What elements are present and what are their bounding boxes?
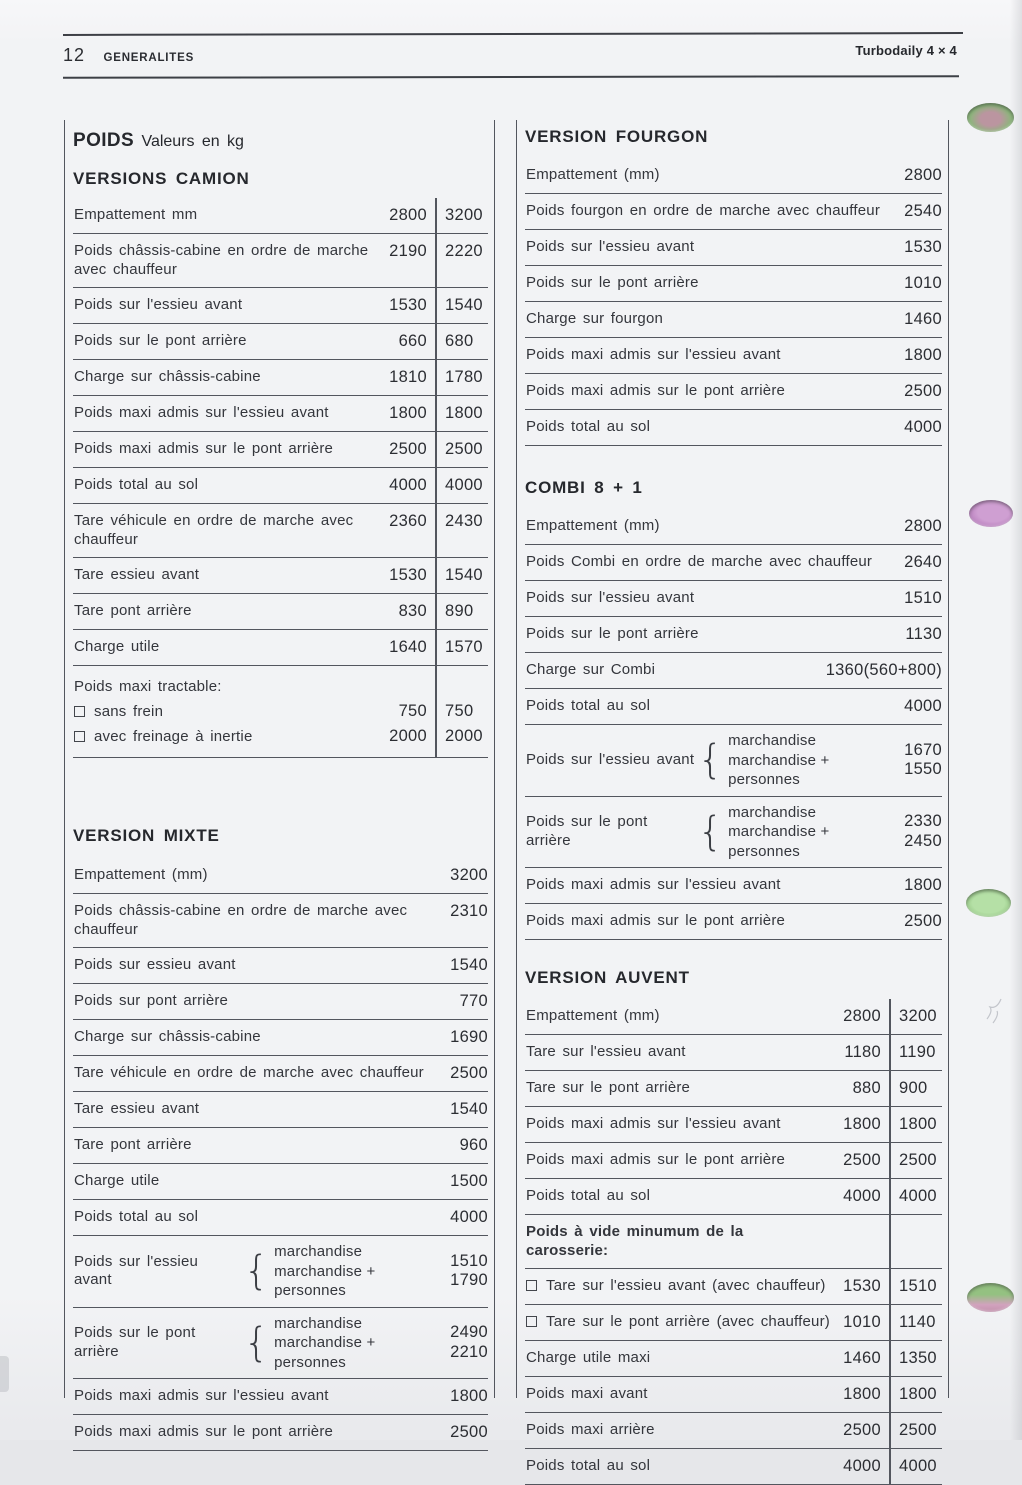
table-combi [525, 509, 942, 940]
brace-values [904, 741, 942, 780]
row-value: 1510 [899, 1277, 937, 1295]
row-value: 3200 [450, 866, 488, 884]
brace-values [904, 812, 942, 851]
row-value: 2310 [450, 902, 488, 920]
table-row [525, 1269, 942, 1305]
table-row [525, 194, 942, 230]
row-label: sans frein [74, 699, 377, 724]
row-value: 2210 [450, 1342, 488, 1361]
row-label: Charge sur fourgon [526, 310, 664, 327]
table-row [525, 1341, 942, 1377]
row-value: 1530 [389, 296, 427, 314]
table-row [73, 1308, 488, 1380]
table-row [525, 374, 942, 410]
table-row [73, 1128, 488, 1164]
row-value: 1510 [450, 1251, 488, 1270]
row-label: Poids maxi admis sur l'essieu avant [526, 876, 781, 893]
table-heading-mixte: VERSION MIXTE [73, 826, 220, 845]
row-value: 1180 [844, 1043, 881, 1061]
row-label: Poids maxi admis sur le pont arrière [74, 440, 334, 457]
title-word: POIDS [73, 130, 135, 151]
brace-lines [728, 803, 904, 862]
row-value: 1360(560+800) [825, 661, 942, 679]
brace-item-label: marchandise [274, 1314, 363, 1332]
row-value: 1460 [843, 1349, 881, 1367]
row-label: Tare véhicule en ordre de marche avec chauffeur [74, 1064, 424, 1081]
row-value: 680 [445, 332, 474, 350]
table-row [73, 984, 488, 1020]
row-label: Poids fourgon en ordre de marche avec chauffeur [526, 202, 881, 219]
checkbox-icon [74, 731, 85, 742]
value-column [377, 674, 437, 749]
table-heading-camion: VERSIONS CAMION [73, 169, 250, 188]
table-row [525, 1179, 942, 1215]
checkbox-icon [526, 1280, 537, 1291]
row-label: Poids châssis-cabine en ordre de marche avec chauffeur [74, 242, 369, 278]
table-row [525, 545, 942, 581]
row-value: 2800 [389, 206, 427, 224]
row-value: 2500 [904, 912, 942, 930]
row-label: Poids à vide minumum de la carosserie: [526, 1223, 744, 1259]
table-row [525, 689, 942, 725]
row-value [377, 674, 427, 699]
checkbox-icon [526, 1316, 537, 1327]
brace-values [450, 1323, 488, 1362]
row-value: 2500 [450, 1423, 488, 1441]
page-title [73, 130, 488, 152]
table-row [525, 617, 942, 653]
brace-item-label: marchandise [274, 1243, 363, 1260]
row-value: 1550 [904, 760, 942, 779]
scan-smudge [0, 1356, 9, 1392]
brace-item-label: marchandise + personnes [274, 1262, 376, 1299]
brace-glyph: { [243, 1319, 270, 1366]
row-label: Poids maxi admis sur l'essieu avant [526, 346, 781, 363]
row-value: 4000 [843, 1457, 881, 1475]
table-row [73, 1236, 488, 1308]
table-row [525, 1305, 942, 1341]
table-row [73, 504, 488, 558]
row-label: Poids maxi tractable: [74, 678, 222, 695]
row-value: 2500 [445, 440, 483, 458]
table-heading-combi: COMBI 8 + 1 [525, 478, 643, 497]
row-value: 2500 [899, 1421, 937, 1439]
table-row [73, 396, 488, 432]
left-column [64, 120, 495, 1441]
row-label: Poids sur l'essieu avant [74, 296, 243, 313]
brace-glyph: { [697, 737, 724, 784]
row-label: Tare sur le pont arrière [526, 1079, 691, 1096]
row-label: avec freinage à inertie [74, 724, 377, 749]
row-value: 4000 [389, 476, 427, 494]
row-label: Poids sur pont arrière [74, 992, 229, 1009]
row-label: Poids maxi admis sur l'essieu avant [74, 1387, 329, 1404]
row-value: 4000 [899, 1457, 937, 1475]
row-value: 890 [445, 602, 474, 620]
row-value: 1800 [904, 346, 942, 364]
brace-item-label: marchandise + personnes [728, 751, 830, 788]
table-row [525, 1143, 942, 1179]
row-value: 2220 [445, 242, 483, 260]
brace-lines [728, 731, 904, 790]
table-row [73, 1379, 488, 1415]
brace-item-label: marchandise [728, 803, 817, 821]
row-value: 1540 [450, 1100, 488, 1118]
row-label: Poids maxi admis sur l'essieu avant [74, 404, 329, 421]
row-value: 2500 [899, 1151, 937, 1169]
table-row [73, 324, 488, 360]
table-row [525, 410, 942, 446]
row-value: 2800 [843, 1007, 881, 1025]
row-value: 1190 [899, 1043, 936, 1061]
row-value [445, 674, 488, 699]
table-heading-auvent: VERSION AUVENT [525, 968, 690, 987]
row-value: 1010 [843, 1313, 881, 1331]
table-row [73, 234, 488, 288]
brace-item-label: marchandise + personnes [274, 1334, 376, 1371]
row-label: Empattement (mm) [526, 1007, 660, 1024]
table-row [525, 999, 942, 1035]
row-label: Poids châssis-cabine en ordre de marche avec chauffeur [74, 902, 408, 938]
row-label: Poids maxi admis sur le pont arrière [74, 1423, 334, 1440]
row-value: 1800 [450, 1387, 488, 1405]
table-row [73, 288, 488, 324]
table-row [73, 1164, 488, 1200]
brace-lines [274, 1314, 450, 1373]
table-row [73, 1415, 488, 1451]
punch-hole [966, 889, 1011, 917]
row-value: 660 [398, 332, 427, 350]
table-row [73, 594, 488, 630]
row-value: 1530 [904, 238, 942, 256]
row-value: 1500 [450, 1172, 488, 1190]
row-label: Tare essieu avant [74, 1100, 200, 1117]
row-value: 1800 [843, 1385, 881, 1403]
table-row [73, 1056, 488, 1092]
punch-hole [967, 103, 1014, 132]
row-value: 1800 [904, 876, 942, 894]
row-value: 1460 [904, 310, 942, 328]
page-header [63, 45, 959, 66]
row-label: Charge utile [74, 638, 160, 655]
brace-lines [274, 1242, 450, 1301]
row-value: 1540 [450, 956, 488, 974]
row-label: Poids maxi admis sur le pont arrière [526, 1151, 786, 1168]
row-value: 1670 [904, 740, 942, 759]
brace-item-label: marchandise + personnes [728, 823, 830, 860]
row-label: Poids sur l'essieu avant [526, 751, 695, 768]
brace-glyph: { [243, 1248, 270, 1295]
row-value: 2190 [389, 242, 427, 260]
table-camion [73, 198, 488, 758]
page-number: 12 [63, 45, 86, 65]
table-row [73, 468, 488, 504]
pencil-mark [983, 985, 1013, 1027]
row-label: Charge sur châssis-cabine [74, 368, 261, 385]
row-value: 2800 [904, 517, 942, 535]
table-row [73, 1092, 488, 1128]
row-value: 1010 [904, 274, 942, 292]
row-label: Empattement (mm) [74, 866, 208, 883]
row-value: 2000 [389, 727, 427, 745]
row-value: 4000 [843, 1187, 881, 1205]
table-row [525, 725, 942, 797]
table-row [525, 1107, 942, 1143]
table-row [73, 1020, 488, 1056]
row-label: Tare sur l'essieu avant [526, 1043, 686, 1060]
row-value: 2500 [450, 1064, 488, 1082]
table-row [525, 509, 942, 545]
row-value: 1810 [389, 368, 427, 386]
table-row [73, 894, 488, 948]
row-label: Poids total au sol [526, 1457, 651, 1474]
value-column [437, 674, 488, 749]
punch-hole [969, 500, 1013, 527]
table-row [73, 360, 488, 396]
table-row [525, 1071, 942, 1107]
row-value: 960 [459, 1136, 488, 1154]
row-label: Poids sur essieu avant [74, 956, 236, 973]
row-value: 4000 [899, 1187, 937, 1205]
row-value: 4000 [904, 697, 942, 715]
table-row [73, 630, 488, 666]
row-value: 1800 [389, 404, 427, 422]
table-row [525, 797, 942, 869]
row-value: 1690 [450, 1028, 488, 1046]
row-value: 2800 [904, 166, 942, 184]
table-row [73, 558, 488, 594]
row-label: Empattement mm [74, 206, 198, 223]
row-value: 2450 [904, 831, 942, 850]
row-value: 1510 [904, 589, 942, 607]
row-label: Tare essieu avant [74, 566, 200, 583]
row-value: 770 [459, 992, 488, 1010]
row-value: 2500 [904, 382, 942, 400]
row-value: 4000 [445, 476, 483, 494]
row-value: 2330 [904, 812, 942, 831]
table-row [525, 1377, 942, 1413]
table-auvent [525, 999, 942, 1485]
row-label-group [73, 674, 377, 749]
row-value: 2640 [904, 553, 942, 571]
row-label: Poids sur l'essieu avant [526, 238, 695, 255]
table-row [525, 581, 942, 617]
row-label: Tare véhicule en ordre de marche avec chauffeur [74, 512, 354, 548]
table-row [525, 904, 942, 940]
row-value: 1800 [843, 1115, 881, 1133]
row-label: Poids Combi en ordre de marche avec chauffeur [526, 553, 873, 570]
row-value: 2360 [389, 512, 427, 530]
model-name: Turbodaily 4 × 4 [855, 43, 957, 58]
row-label: Tare pont arrière [74, 602, 192, 619]
brace-item-label: marchandise [728, 732, 817, 749]
row-value: 2540 [904, 202, 942, 220]
row-value: 1140 [899, 1313, 936, 1331]
row-label: Poids total au sol [526, 697, 651, 714]
table-row [73, 1200, 488, 1236]
table-row [525, 302, 942, 338]
right-column [516, 120, 949, 1475]
top-rule [63, 32, 963, 36]
row-value: 1790 [450, 1271, 488, 1290]
row-value: 1800 [445, 404, 483, 422]
row-label: Charge sur châssis-cabine [74, 1028, 261, 1045]
table-row [525, 1215, 942, 1269]
row-value: 2000 [445, 727, 483, 745]
row-value: 4000 [450, 1208, 488, 1226]
table-row [525, 1449, 942, 1485]
row-value: 1540 [445, 296, 483, 314]
row-value: 2490 [450, 1323, 488, 1342]
row-value: 1800 [899, 1385, 937, 1403]
row-label: Poids sur le pont arrière [526, 625, 699, 642]
row-value: 3200 [899, 1007, 937, 1025]
row-value: 2500 [389, 440, 427, 458]
row-value: 1130 [905, 625, 942, 643]
row-value: 830 [398, 602, 427, 620]
row-label: Tare pont arrière [74, 1136, 192, 1153]
table-row [525, 1413, 942, 1449]
row-value: 1640 [389, 638, 427, 656]
row-label: Poids maxi arrière [526, 1421, 655, 1438]
row-label: Poids sur l'essieu avant [74, 1252, 199, 1289]
table-row [525, 158, 942, 194]
row-value: 1540 [445, 566, 483, 584]
row-value: 750 [445, 702, 474, 720]
row-value: 1780 [445, 368, 483, 386]
table-row [525, 1035, 942, 1071]
checkbox-icon [74, 706, 85, 717]
row-label: Poids maxi admis sur le pont arrière [526, 912, 786, 929]
table-fourgon [525, 158, 942, 446]
brace-glyph: { [697, 808, 724, 855]
row-value: 4000 [904, 418, 942, 436]
header-rule [63, 75, 959, 79]
row-value: 1800 [899, 1115, 937, 1133]
row-label: Poids maxi avant [526, 1385, 648, 1402]
row-label: Charge utile [74, 1172, 160, 1189]
table-row [525, 338, 942, 374]
row-label: Tare sur l'essieu avant (avec chauffeur) [525, 1277, 831, 1296]
row-value: 1350 [899, 1349, 937, 1367]
row-label: Poids total au sol [74, 1208, 199, 1225]
table-row [525, 653, 942, 689]
table-row [525, 230, 942, 266]
table-heading-fourgon: VERSION FOURGON [525, 127, 709, 146]
row-label: Poids maxi admis sur l'essieu avant [526, 1115, 781, 1132]
row-label: Poids sur l'essieu avant [526, 589, 695, 606]
row-label: Poids maxi admis sur le pont arrière [526, 382, 786, 399]
row-value: 900 [899, 1079, 928, 1097]
row-label: Poids total au sol [526, 1187, 651, 1204]
table-row [73, 198, 488, 234]
row-value: 2500 [843, 1421, 881, 1439]
row-value: 3200 [445, 206, 483, 224]
row-value: 2430 [445, 512, 483, 530]
row-label: Charge utile maxi [526, 1349, 651, 1366]
table-row [525, 266, 942, 302]
table-row [73, 666, 488, 758]
table-row [73, 948, 488, 984]
row-label: Poids sur le pont arrière [526, 813, 648, 849]
row-label: Charge sur Combi [526, 661, 656, 678]
row-label: Poids sur le pont arrière [74, 332, 247, 349]
section-title: GENERALITES [103, 52, 195, 64]
row-label: Poids total au sol [526, 418, 651, 435]
table-mixte [73, 858, 488, 1451]
title-subtitle: Valeurs en kg [141, 133, 244, 150]
punch-hole [967, 1283, 1014, 1312]
row-value: 1530 [843, 1277, 881, 1295]
brace-values [450, 1252, 488, 1291]
row-label: Poids sur le pont arrière [74, 1324, 196, 1360]
table-row [73, 432, 488, 468]
row-value: 880 [852, 1079, 881, 1097]
row-label: Tare sur le pont arrière (avec chauffeur) [525, 1313, 831, 1332]
row-label: Poids total au sol [74, 476, 199, 493]
row-value: 2500 [843, 1151, 881, 1169]
row-value: 1530 [389, 566, 427, 584]
row-label: Empattement (mm) [526, 166, 660, 183]
row-label: Empattement (mm) [526, 517, 660, 534]
table-row [73, 858, 488, 894]
row-label: Poids sur le pont arrière [526, 274, 699, 291]
row-value: 1570 [445, 638, 483, 656]
table-row [525, 868, 942, 904]
row-value: 750 [398, 702, 427, 720]
